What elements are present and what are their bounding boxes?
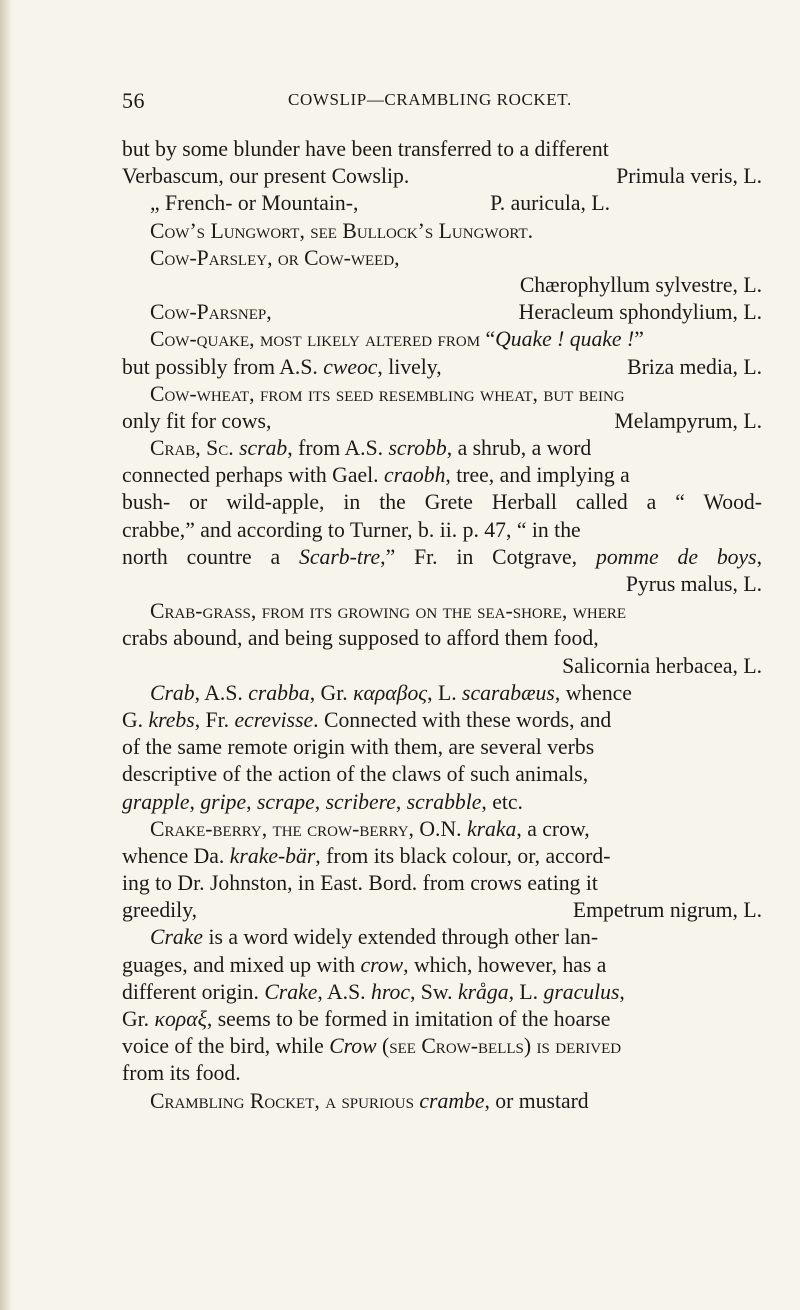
text-line: but by some blunder have been transferred to a different [122,137,609,161]
text-line: G. krebs, Fr. ecrevisse. Connected with these words, and [122,707,612,732]
text-line: north countre a Scarb-tre,” Fr. in Cotgrave, pomme de boys, [122,544,763,569]
text-line: crabbe,” and according to Turner, b. ii. p. 47, “ in the [122,517,581,542]
text-line: Chærophyllum sylvestre, L. [519,272,762,297]
text-line: Cow-Parsnep, Heracleum sphondylium, L. [150,300,762,325]
page-number: 56 [122,88,145,113]
text-line: Pyrus malus, L. [625,572,762,596]
text-line: „ French- or Mountain-, P. auricula, L. [150,191,610,216]
text-line: Crake-berry, the crow-berry, O.N. kraka, a crow, [150,816,590,841]
text-line: bush- or wild-apple, in the Grete Herball called a “ Wood- [122,490,762,515]
page-header [122,88,762,112]
text-line: Crab, Sc. scrab, from A.S. scrobb, a shrub, a word [150,436,592,461]
text-line: Cow-wheat, from its seed resembling wheat, but being [150,381,625,406]
body-text [122,136,762,1115]
text-line: Crake is a word widely extended through other lan- [150,925,599,950]
text-line: whence Da. krake-bär, from its black colour, or, accord- [122,843,611,868]
text-line: different origin. Crake, A.S. hroc, Sw. kråga, L. graculus, [122,979,625,1004]
text-line: from its food. [122,1061,241,1086]
text-line: but possibly from A.S. cweoc, lively, Briza media, L. [122,354,762,379]
text-line: Crab, A.S. crabba, Gr. καραβος, L. scarabæus, whence [150,680,632,705]
text-line: Crambling Rocket, a spurious crambe, or mustard [150,1088,589,1113]
text-line: Salicornia herbacea, L. [562,653,762,678]
text-line: Gr. κοραξ, seems to be formed in imitation of the hoarse [122,1007,611,1031]
text-line: Cow-Parsley, or Cow-weed, [150,245,400,270]
text-line: Cow’s Lungwort, see Bullock’s Lungwort. [150,218,534,243]
text-line: ing to Dr. Johnston, in East. Bord. from crows eating it [122,871,598,896]
text-line: grapple, gripe, scrape, scribere, scrabble, etc. [122,789,523,814]
text-line: Cow-quake, most likely altered from “Quake ! quake !” [150,327,644,352]
text-line: Verbascum, our present Cowslip. Primula veris, L. [122,164,762,189]
text-line: Crab-grass, from its growing on the sea-shore, where [150,599,627,624]
text-line: voice of the bird, while Crow (see Crow-bells) is derived [122,1034,622,1059]
text-line: of the same remote origin with them, are several verbs [122,735,595,760]
text-line: guages, and mixed up with crow, which, however, has a [122,952,607,977]
text-line: connected perhaps with Gael. craobh, tree, and implying a [122,463,630,488]
text-line: crabs abound, and being supposed to afford them food, [122,626,599,651]
running-head: COWSLIP—CRAMBLING ROCKET. [288,90,572,109]
text-line: only fit for cows, Melampyrum, L. [122,408,762,433]
text-line: greedily, Empetrum nigrum, L. [122,898,762,923]
text-line: descriptive of the action of the claws of such animals, [122,762,589,787]
